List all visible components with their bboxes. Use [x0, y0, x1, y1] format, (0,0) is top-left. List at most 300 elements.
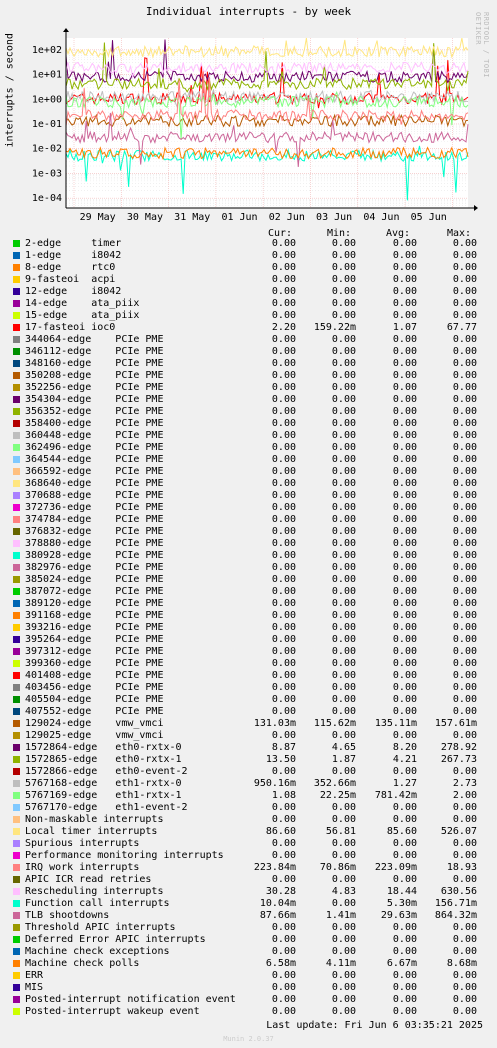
legend-label: APIC ICR read retries: [25, 874, 152, 885]
legend-swatch: [13, 828, 20, 835]
legend-min: 0.00: [331, 310, 356, 321]
legend-max: 278.92: [440, 742, 477, 753]
legend-row: [0, 838, 497, 850]
legend-min: 0.00: [331, 694, 356, 705]
legend-row: [0, 550, 497, 562]
legend-cur: 8.87: [271, 742, 296, 753]
legend-max: 0.00: [452, 478, 477, 489]
legend-min: 0.00: [331, 646, 356, 657]
legend-swatch: [13, 984, 20, 991]
legend-swatch: [13, 576, 20, 583]
legend-avg: 0.00: [392, 250, 417, 261]
legend-label: 372736-edge PCIe PME: [25, 502, 164, 513]
legend-label: 380928-edge PCIe PME: [25, 550, 164, 561]
legend-row: [0, 526, 497, 538]
legend-swatch: [13, 948, 20, 955]
legend-max: 0.00: [452, 274, 477, 285]
legend-cur: 0.00: [271, 1006, 296, 1017]
legend-cur: 0.00: [271, 970, 296, 981]
y-tick-label: 1e-04: [31, 193, 62, 205]
legend-swatch: [13, 900, 20, 907]
legend-row: [0, 694, 497, 706]
legend-max: 8.68m: [446, 958, 477, 969]
legend-label: Machine check polls: [25, 958, 140, 969]
legend-max: 0.00: [452, 346, 477, 357]
legend-cur: 30.28: [265, 886, 296, 897]
legend-label: 5767168-edge eth1-rxtx-0: [25, 778, 182, 789]
legend-min: 0.00: [331, 298, 356, 309]
legend-row: [0, 850, 497, 862]
legend-avg: 0.00: [392, 970, 417, 981]
legend-row: [0, 994, 497, 1006]
legend-row: [0, 382, 497, 394]
legend-avg: 0.00: [392, 730, 417, 741]
legend-min: 1.41m: [325, 910, 356, 921]
legend-row: [0, 454, 497, 466]
legend-max: 0.00: [452, 634, 477, 645]
legend-cur: 0.00: [271, 682, 296, 693]
legend-max: 2.00: [452, 790, 477, 801]
legend-label: 376832-edge PCIe PME: [25, 526, 164, 537]
legend-avg: 8.20: [392, 742, 417, 753]
legend-min: 0.00: [331, 874, 356, 885]
legend-min: 0.00: [331, 922, 356, 933]
legend-cur: 6.58m: [265, 958, 296, 969]
legend-avg: 6.67m: [386, 958, 417, 969]
legend-cur: 0.00: [271, 490, 296, 501]
legend-label: 364544-edge PCIe PME: [25, 454, 164, 465]
legend-swatch: [13, 636, 20, 643]
legend-row: [0, 574, 497, 586]
legend-max: 0.00: [452, 946, 477, 957]
legend-swatch: [13, 624, 20, 631]
legend-swatch: [13, 480, 20, 487]
legend-cur: 0.00: [271, 502, 296, 513]
legend-label: 360448-edge PCIe PME: [25, 430, 164, 441]
legend-min: 0.00: [331, 730, 356, 741]
legend-avg: 0.00: [392, 562, 417, 573]
legend-row: [0, 970, 497, 982]
legend-label: 129025-edge vmw_vmci: [25, 730, 164, 741]
legend-max: 0.00: [452, 706, 477, 717]
legend-label: 12-edge i8042: [25, 286, 122, 297]
legend-avg: 0.00: [392, 502, 417, 513]
legend-min: 0.00: [331, 370, 356, 381]
legend-min: 159.22m: [313, 322, 356, 333]
x-axis-arrow: [474, 205, 478, 211]
legend-swatch: [13, 360, 20, 367]
legend-avg: 0.00: [392, 802, 417, 813]
legend-cur: 0.00: [271, 622, 296, 633]
legend-row: [0, 958, 497, 970]
legend-cur: 0.00: [271, 850, 296, 861]
legend-min: 0.00: [331, 502, 356, 513]
legend-max: 526.07: [440, 826, 477, 837]
legend-cur: 0.00: [271, 670, 296, 681]
legend-cur: 0.00: [271, 394, 296, 405]
legend-label: 9-fasteoi acpi: [25, 274, 116, 285]
legend-cur: 0.00: [271, 418, 296, 429]
legend-row: [0, 346, 497, 358]
legend-row: [0, 682, 497, 694]
legend-avg: 0.00: [392, 334, 417, 345]
legend-cur: 0.00: [271, 406, 296, 417]
legend-label: 2-edge timer: [25, 238, 122, 249]
y-tick-label: 1e-02: [31, 143, 62, 155]
legend-label: 8-edge rtc0: [25, 262, 116, 273]
legend-max: 0.00: [452, 922, 477, 933]
legend-max: 0.00: [452, 562, 477, 573]
legend-min: 0.00: [331, 250, 356, 261]
legend-row: [0, 538, 497, 550]
legend-avg: 0.00: [392, 874, 417, 885]
legend-avg: 0.00: [392, 238, 417, 249]
legend-row: [0, 874, 497, 886]
legend-min: 0.00: [331, 1006, 356, 1017]
chart-title: Individual interrupts - by week: [145, 5, 352, 18]
legend-avg: 0.00: [392, 1006, 417, 1017]
legend-cur: 0.00: [271, 634, 296, 645]
legend-label: IRQ work interrupts: [25, 862, 140, 873]
legend-swatch: [13, 612, 20, 619]
legend-min: 0.00: [331, 658, 356, 669]
legend-cur: 0.00: [271, 250, 296, 261]
legend-cur: 0.00: [271, 382, 296, 393]
rrdtool-credit: RRDTOOL / TOBI OETIKER: [474, 12, 490, 79]
legend-cur: 0.00: [271, 814, 296, 825]
legend-label: 378880-edge PCIe PME: [25, 538, 164, 549]
x-tick-label: 29 May: [79, 212, 116, 223]
legend-max: 0.00: [452, 490, 477, 501]
legend-max: 2.73: [452, 778, 477, 789]
legend-cur: 0.00: [271, 514, 296, 525]
legend-swatch: [13, 720, 20, 727]
y-tick-label: 1e+01: [31, 69, 62, 81]
legend-label: 354304-edge PCIe PME: [25, 394, 164, 405]
legend-row: [0, 370, 497, 382]
legend-swatch: [13, 888, 20, 895]
legend-max: 0.00: [452, 658, 477, 669]
legend-max: 0.00: [452, 262, 477, 273]
legend-max: 0.00: [452, 406, 477, 417]
legend-min: 0.00: [331, 262, 356, 273]
legend-min: 0.00: [331, 526, 356, 537]
legend-avg: 1.27: [392, 778, 417, 789]
legend-max: 630.56: [440, 886, 477, 897]
legend-swatch: [13, 792, 20, 799]
legend-row: [0, 418, 497, 430]
legend-swatch: [13, 972, 20, 979]
legend-avg: 1.07: [392, 322, 417, 333]
legend-cur: 0.00: [271, 430, 296, 441]
legend-swatch: [13, 876, 20, 883]
legend-min: 4.11m: [325, 958, 356, 969]
legend-avg: 0.00: [392, 634, 417, 645]
legend-row: [0, 358, 497, 370]
legend-avg: 0.00: [392, 934, 417, 945]
legend-max: 0.00: [452, 466, 477, 477]
legend-swatch: [13, 936, 20, 943]
legend-label: Deferred Error APIC interrupts: [25, 934, 206, 945]
legend-avg: 0.00: [392, 358, 417, 369]
legend-row: [0, 334, 497, 346]
legend-avg: 0.00: [392, 466, 417, 477]
legend-swatch: [13, 516, 20, 523]
x-tick-label: 05 Jun: [410, 212, 447, 223]
legend-swatch: [13, 312, 20, 319]
legend-min: 0.00: [331, 586, 356, 597]
x-tick-label: 31 May: [174, 212, 211, 223]
legend-avg: 0.00: [392, 346, 417, 357]
legend-row: [0, 622, 497, 634]
legend-label: 366592-edge PCIe PME: [25, 466, 164, 477]
legend-min: 4.83: [331, 886, 356, 897]
legend-row: [0, 706, 497, 718]
legend-max: 0.00: [452, 454, 477, 465]
legend-label: ERR: [25, 970, 44, 981]
legend-max: 0.00: [452, 850, 477, 861]
y-axis-label: interrupts / second: [4, 33, 16, 148]
legend-swatch: [13, 816, 20, 823]
legend-cur: 0.00: [271, 562, 296, 573]
legend-label: Non-maskable interrupts: [25, 814, 164, 825]
legend-swatch: [13, 660, 20, 667]
legend-swatch: [13, 600, 20, 607]
legend-row: [0, 322, 497, 334]
legend-label: 385024-edge PCIe PME: [25, 574, 164, 585]
legend-cur: 10.04m: [259, 898, 296, 909]
legend-avg: 0.00: [392, 922, 417, 933]
legend-cur: 0.00: [271, 922, 296, 933]
legend-max: 0.00: [452, 970, 477, 981]
legend-min: 0.00: [331, 442, 356, 453]
legend-row: [0, 754, 497, 766]
legend-cur: 0.00: [271, 466, 296, 477]
legend-label: 382976-edge PCIe PME: [25, 562, 164, 573]
legend-min: 352.66m: [313, 778, 356, 789]
legend-label: 129024-edge vmw_vmci: [25, 718, 164, 729]
legend-min: 0.00: [331, 454, 356, 465]
y-tick-label: 1e-01: [31, 118, 62, 130]
legend-row: [0, 730, 497, 742]
legend-label: Function call interrupts: [25, 898, 170, 909]
legend-swatch: [13, 456, 20, 463]
legend-cur: 87.66m: [259, 910, 296, 921]
legend-avg: 0.00: [392, 454, 417, 465]
legend-max: 67.77: [446, 322, 477, 333]
legend-cur: 0.00: [271, 286, 296, 297]
legend-swatch: [13, 252, 20, 259]
legend-min: 0.00: [331, 538, 356, 549]
legend-cur: 0.00: [271, 526, 296, 537]
legend-row: [0, 514, 497, 526]
legend-min: 70.86m: [319, 862, 356, 873]
legend-cur: 0.00: [271, 730, 296, 741]
legend-min: 0.00: [331, 550, 356, 561]
legend-min: 0.00: [331, 670, 356, 681]
legend-avg: 0.00: [392, 514, 417, 525]
legend-swatch: [13, 468, 20, 475]
legend-min: 4.65: [331, 742, 356, 753]
legend-max: 0.00: [452, 526, 477, 537]
legend-avg: 0.00: [392, 622, 417, 633]
legend-cur: 0.00: [271, 994, 296, 1005]
legend-label: Spurious interrupts: [25, 838, 140, 849]
legend-label: 407552-edge PCIe PME: [25, 706, 164, 717]
legend-label: 17-fasteoi ioc0: [25, 322, 116, 333]
legend-swatch: [13, 300, 20, 307]
legend-cur: 13.50: [265, 754, 296, 765]
legend-row: [0, 610, 497, 622]
legend-max: 0.00: [452, 802, 477, 813]
legend-avg: 0.00: [392, 598, 417, 609]
legend-label: 5767170-edge eth1-event-2: [25, 802, 188, 813]
legend-cur: 0.00: [271, 310, 296, 321]
legend-row: [0, 250, 497, 262]
legend-avg: 0.00: [392, 766, 417, 777]
legend-row: [0, 886, 497, 898]
legend-min: 0.00: [331, 622, 356, 633]
legend-swatch: [13, 264, 20, 271]
legend-row: [0, 814, 497, 826]
legend-max: 864.32m: [434, 910, 477, 921]
legend-min: 0.00: [331, 346, 356, 357]
legend-cur: 0.00: [271, 346, 296, 357]
legend-cur: 0.00: [271, 610, 296, 621]
legend-row: [0, 478, 497, 490]
legend-swatch: [13, 444, 20, 451]
legend-row: [0, 790, 497, 802]
legend-max: 0.00: [452, 730, 477, 741]
legend-label: 374784-edge PCIe PME: [25, 514, 164, 525]
x-tick-label: 04 Jun: [363, 212, 400, 223]
legend-min: 0.00: [331, 430, 356, 441]
legend-label: 399360-edge PCIe PME: [25, 658, 164, 669]
legend-row: [0, 310, 497, 322]
legend-swatch: [13, 336, 20, 343]
legend-swatch: [13, 756, 20, 763]
legend-max: 18.93: [446, 862, 477, 873]
legend-avg: 0.00: [392, 706, 417, 717]
legend-max: 0.00: [452, 982, 477, 993]
y-tick-label: 1e+02: [31, 44, 62, 56]
legend-max: 0.00: [452, 238, 477, 249]
y-tick-label: 1e-03: [31, 168, 62, 180]
legend-label: Posted-interrupt notification event: [25, 994, 236, 1005]
legend-max: 0.00: [452, 538, 477, 549]
legend-swatch: [13, 240, 20, 247]
chart-plot: [0, 0, 497, 226]
legend-avg: 0.00: [392, 298, 417, 309]
legend-min: 0.00: [331, 478, 356, 489]
legend-label: 358400-edge PCIe PME: [25, 418, 164, 429]
legend-avg: 4.21: [392, 754, 417, 765]
legend-max: 0.00: [452, 586, 477, 597]
legend-label: 370688-edge PCIe PME: [25, 490, 164, 501]
legend-label: Local timer interrupts: [25, 826, 158, 837]
legend-avg: 0.00: [392, 526, 417, 537]
legend-cur: 0.00: [271, 550, 296, 561]
legend-label: Posted-interrupt wakeup event: [25, 1006, 200, 1017]
legend-cur: 0.00: [271, 658, 296, 669]
legend-avg: 0.00: [392, 994, 417, 1005]
legend-cur: 0.00: [271, 694, 296, 705]
legend-max: 0.00: [452, 430, 477, 441]
legend-avg: 0.00: [392, 370, 417, 381]
legend-label: 1572864-edge eth0-rxtx-0: [25, 742, 182, 753]
legend-avg: 0.00: [392, 550, 417, 561]
legend-max: 157.61m: [434, 718, 477, 729]
legend-avg: 781.42m: [374, 790, 417, 801]
legend-row: [0, 298, 497, 310]
legend-avg: 0.00: [392, 262, 417, 273]
legend-max: 0.00: [452, 598, 477, 609]
legend-row: [0, 922, 497, 934]
legend-swatch: [13, 504, 20, 511]
legend-cur: 223.84m: [253, 862, 296, 873]
legend-swatch: [13, 288, 20, 295]
legend-cur: 2.20: [271, 322, 296, 333]
legend-cur: 0.00: [271, 874, 296, 885]
legend-max: 0.00: [452, 838, 477, 849]
legend-label: 405504-edge PCIe PME: [25, 694, 164, 705]
legend-row: [0, 466, 497, 478]
legend-swatch: [13, 996, 20, 1003]
legend-swatch: [13, 864, 20, 871]
legend-min: 0.00: [331, 406, 356, 417]
legend-max: 0.00: [452, 682, 477, 693]
legend-avg: 0.00: [392, 982, 417, 993]
legend-avg: 0.00: [392, 694, 417, 705]
legend-min: 115.62m: [313, 718, 356, 729]
legend-swatch: [13, 588, 20, 595]
legend-swatch: [13, 1008, 20, 1015]
legend-max: 0.00: [452, 310, 477, 321]
legend-max: 0.00: [452, 934, 477, 945]
legend-max: 0.00: [452, 994, 477, 1005]
legend-label: Performance monitoring interrupts: [25, 850, 224, 861]
munin-version: Munin 2.0.37: [223, 1035, 274, 1043]
legend-avg: 0.00: [392, 670, 417, 681]
legend-swatch: [13, 348, 20, 355]
legend-avg: 0.00: [392, 310, 417, 321]
legend-row: [0, 646, 497, 658]
legend-label: 387072-edge PCIe PME: [25, 586, 164, 597]
legend-row: [0, 658, 497, 670]
legend-min: 0.00: [331, 418, 356, 429]
legend-min: 0.00: [331, 934, 356, 945]
legend-row: [0, 502, 497, 514]
col-header-cur: Cur:: [268, 228, 293, 239]
legend-row: [0, 862, 497, 874]
legend-cur: 0.00: [271, 646, 296, 657]
legend-swatch: [13, 528, 20, 535]
legend-swatch: [13, 804, 20, 811]
legend-row: [0, 910, 497, 922]
legend-avg: 0.00: [392, 586, 417, 597]
legend-avg: 0.00: [392, 610, 417, 621]
legend-label: 344064-edge PCIe PME: [25, 334, 164, 345]
legend-min: 0.00: [331, 466, 356, 477]
legend-row: [0, 778, 497, 790]
legend-row: [0, 286, 497, 298]
legend-avg: 0.00: [392, 382, 417, 393]
legend-label: 362496-edge PCIe PME: [25, 442, 164, 453]
legend-min: 0.00: [331, 706, 356, 717]
legend-max: 0.00: [452, 250, 477, 261]
legend-cur: 0.00: [271, 706, 296, 717]
legend-avg: 0.00: [392, 478, 417, 489]
